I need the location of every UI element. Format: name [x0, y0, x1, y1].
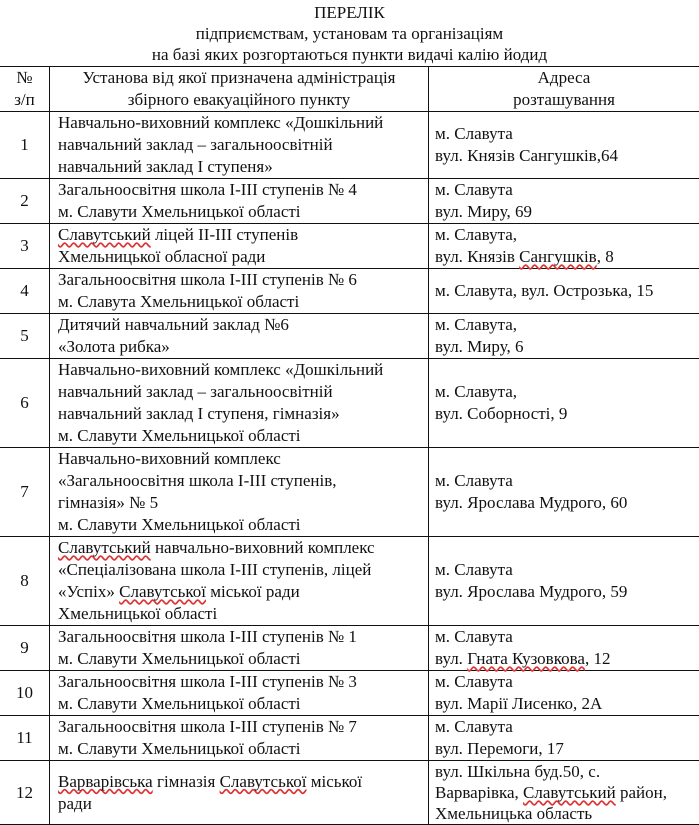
header-number-line-1: № — [0, 67, 49, 89]
table-row — [0, 112, 699, 179]
document-subtitle-line-1: підприємствам, установам та організаціям — [0, 23, 699, 44]
table-row — [0, 761, 699, 825]
row-number: 7 — [0, 448, 50, 537]
spellcheck-word: Варварівська — [58, 772, 153, 791]
text-segment: гімназія — [153, 772, 220, 791]
address-line: вул. Князів Сангушків,64 — [435, 145, 699, 167]
address-line: вул. Марії Лисенко, 2А — [435, 693, 699, 715]
institution-line: м. Славути Хмельницької області — [58, 693, 428, 715]
header-institution — [50, 67, 429, 112]
address-line: м. Славута, вул. Острозька, 15 — [435, 280, 699, 302]
institution-line — [58, 771, 428, 793]
row-number: 10 — [0, 671, 50, 716]
address-line: м. Славута — [435, 470, 699, 492]
address-line: вул. Перемоги, 17 — [435, 738, 699, 760]
table-row — [0, 179, 699, 224]
institution-line — [58, 224, 428, 246]
table-row — [0, 537, 699, 626]
table-header-row — [0, 67, 699, 112]
row-number: 12 — [0, 761, 50, 825]
address-cell — [429, 179, 699, 224]
institution-line: Навчально-виховний комплекс — [58, 448, 428, 470]
row-number: 8 — [0, 537, 50, 626]
address-cell — [429, 112, 699, 179]
address-cell — [429, 314, 699, 359]
address-cell — [429, 448, 699, 537]
row-number: 2 — [0, 179, 50, 224]
row-number: 3 — [0, 224, 50, 269]
header-number — [0, 67, 50, 112]
institution-line: Дитячий навчальний заклад №6 — [58, 314, 428, 336]
institution-line: навчальний заклад – загальноосвітній — [58, 134, 428, 156]
address-line: м. Славута — [435, 626, 699, 648]
institution-line: м. Славути Хмельницької області — [58, 738, 428, 760]
address-line: м. Славута, — [435, 381, 699, 403]
institution-line — [58, 581, 428, 603]
table-row — [0, 716, 699, 761]
text-segment: ліцей ІІ-ІІІ ступенів — [151, 225, 298, 244]
text-segment: міської ради — [206, 582, 300, 601]
institution-line: навчальний заклад – загальноосвітній — [58, 381, 428, 403]
address-cell — [429, 537, 699, 626]
institution-line: Загальноосвітня школа І-ІІІ ступенів № 7 — [58, 716, 428, 738]
address-cell — [429, 224, 699, 269]
institution-line: Загальноосвітня школа І-ІІІ ступенів № 1 — [58, 626, 428, 648]
institution-line: Хмельницької області — [58, 603, 428, 625]
institution-line: ради — [58, 793, 428, 815]
table-row — [0, 269, 699, 314]
institution-line: Хмельницької обласної ради — [58, 246, 428, 268]
text-segment: навчально-виховний комплекс — [151, 538, 375, 557]
institution-cell — [50, 314, 429, 359]
header-institution-line-2: збірного евакуаційного пункту — [50, 89, 428, 111]
header-address-line-1: Адреса — [429, 67, 699, 89]
document-title: ПЕРЕЛІК — [0, 2, 699, 23]
spellcheck-word: Гната Кузовкова — [467, 649, 585, 668]
distribution-points-table — [0, 66, 699, 825]
address-cell — [429, 761, 699, 825]
institution-line: м. Славута Хмельницької області — [58, 291, 428, 313]
institution-line: «Загальноосвітня школа І-ІІІ ступенів, — [58, 470, 428, 492]
address-line — [435, 782, 699, 803]
institution-cell — [50, 671, 429, 716]
spellcheck-word: Славутської — [119, 582, 206, 601]
address-line: вул. Миру, 6 — [435, 336, 699, 358]
address-line: м. Славута — [435, 559, 699, 581]
institution-line: Загальноосвітня школа І-ІІІ ступенів № 6 — [58, 269, 428, 291]
institution-line: навчальний заклад І ступеня, гімназія» — [58, 403, 428, 425]
text-segment: , 8 — [597, 247, 614, 266]
header-address — [429, 67, 699, 112]
table-row — [0, 626, 699, 671]
row-number: 11 — [0, 716, 50, 761]
text-segment: міської — [306, 772, 362, 791]
address-line: вул. Шкільна буд.50, с. — [435, 761, 699, 782]
address-line: м. Славута — [435, 179, 699, 201]
institution-cell — [50, 269, 429, 314]
address-line: м. Славута, — [435, 224, 699, 246]
row-number: 5 — [0, 314, 50, 359]
text-segment: , 12 — [585, 649, 611, 668]
row-number: 6 — [0, 359, 50, 448]
table-row — [0, 671, 699, 716]
institution-line: навчальний заклад І ступеня» — [58, 156, 428, 178]
institution-line: гімназія» № 5 — [58, 492, 428, 514]
institution-line: Навчально-виховний комплекс «Дошкільний — [58, 112, 428, 134]
institution-line: м. Славути Хмельницької області — [58, 514, 428, 536]
institution-cell — [50, 448, 429, 537]
text-segment: район, — [616, 783, 667, 802]
address-cell — [429, 626, 699, 671]
row-number: 9 — [0, 626, 50, 671]
address-line: вул. Соборності, 9 — [435, 403, 699, 425]
address-line: вул. Ярослава Мудрого, 60 — [435, 492, 699, 514]
address-cell — [429, 716, 699, 761]
spellcheck-word: Славутський — [58, 538, 151, 557]
institution-line: «Спеціалізована школа І-ІІІ ступенів, ліцей — [58, 559, 428, 581]
address-line: м. Славута — [435, 123, 699, 145]
table-row — [0, 314, 699, 359]
institution-line: Загальноосвітня школа І-ІІІ ступенів № 3 — [58, 671, 428, 693]
institution-line: м. Славути Хмельницької області — [58, 201, 428, 223]
address-cell — [429, 269, 699, 314]
address-line: вул. Ярослава Мудрого, 59 — [435, 581, 699, 603]
institution-line: Загальноосвітня школа І-ІІІ ступенів № 4 — [58, 179, 428, 201]
address-line: вул. Миру, 69 — [435, 201, 699, 223]
table-row — [0, 359, 699, 448]
institution-cell — [50, 626, 429, 671]
spellcheck-word: Славутський — [58, 225, 151, 244]
header-number-line-2: з/п — [0, 89, 49, 111]
header-institution-line-1: Установа від якої призначена адміністрація — [50, 67, 428, 89]
institution-cell — [50, 179, 429, 224]
address-line: м. Славута, — [435, 314, 699, 336]
address-line — [435, 648, 699, 670]
spellcheck-word: Сангушків — [519, 247, 597, 266]
address-line: Хмельницька область — [435, 803, 699, 824]
institution-cell — [50, 359, 429, 448]
institution-line — [58, 537, 428, 559]
text-segment: вул. — [435, 649, 467, 668]
institution-line: «Золота рибка» — [58, 336, 428, 358]
text-segment: «Успіх» — [58, 582, 119, 601]
row-number: 4 — [0, 269, 50, 314]
spellcheck-word: Славутський — [523, 783, 616, 802]
table-row — [0, 448, 699, 537]
institution-cell — [50, 761, 429, 825]
institution-line: м. Славути Хмельницької області — [58, 425, 428, 447]
text-segment: вул. Князів — [435, 247, 519, 266]
institution-cell — [50, 112, 429, 179]
institution-line: Навчально-виховний комплекс «Дошкільний — [58, 359, 428, 381]
institution-cell — [50, 224, 429, 269]
institution-line: м. Славути Хмельницької області — [58, 648, 428, 670]
institution-cell — [50, 716, 429, 761]
address-line: м. Славута — [435, 716, 699, 738]
text-segment: Варварівка, — [435, 783, 523, 802]
spellcheck-word: Славутської — [220, 772, 307, 791]
address-cell — [429, 359, 699, 448]
institution-cell — [50, 537, 429, 626]
row-number: 1 — [0, 112, 50, 179]
address-line: м. Славута — [435, 671, 699, 693]
table-row — [0, 224, 699, 269]
document-subtitle-line-2: на базі яких розгортаються пункти видачі калію йодид — [0, 44, 699, 65]
header-address-line-2: розташування — [429, 89, 699, 111]
address-cell — [429, 671, 699, 716]
address-line — [435, 246, 699, 268]
